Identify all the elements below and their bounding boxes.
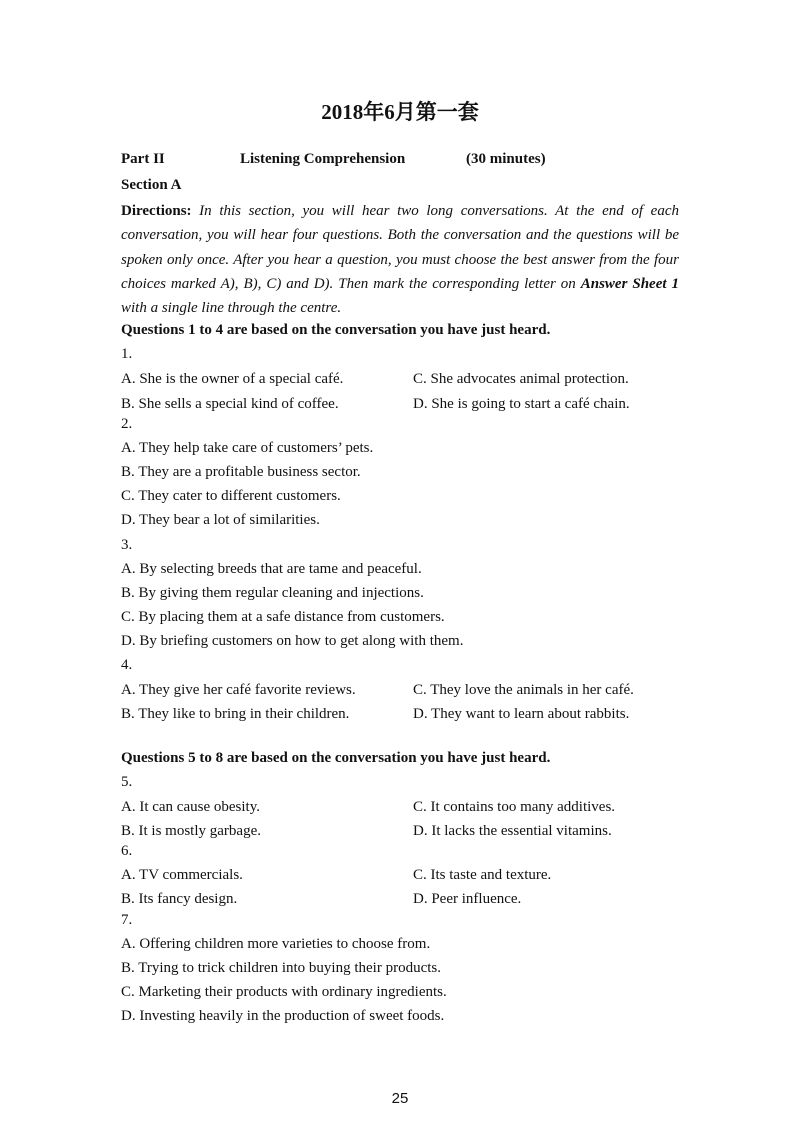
directions-text-2: with a single line through the centre. [121, 300, 342, 317]
question-number: 1. [121, 346, 133, 362]
page-title: 2018年6月第一套 [321, 100, 479, 124]
option-d: D. They want to learn about rabbits. [413, 706, 630, 722]
option-a: A. TV commercials. [121, 867, 243, 883]
question-number: 4. [121, 657, 133, 673]
option-b: B. They like to bring in their children. [121, 706, 350, 722]
option-c: C. It contains too many additives. [413, 799, 616, 815]
page-number: 25 [391, 1090, 409, 1107]
option-b: B. Trying to trick children into buying their products. [121, 960, 441, 976]
option-a: A. Offering children more varieties to choose from. [121, 936, 431, 952]
section-heading: Section A [121, 177, 182, 193]
part-label: Part II [121, 151, 165, 167]
option-d: D. It lacks the essential vitamins. [413, 823, 612, 839]
question-number: 7. [121, 912, 133, 928]
option-d: D. By briefing customers on how to get along with them. [121, 633, 464, 649]
part-time: (30 minutes) [466, 151, 546, 167]
option-a: A. It can cause obesity. [121, 799, 260, 815]
option-c: C. Its taste and texture. [413, 867, 552, 883]
option-b: B. She sells a special kind of coffee. [121, 396, 339, 412]
option-c: C. They cater to different customers. [121, 488, 341, 504]
option-c: C. By placing them at a safe distance from customers. [121, 609, 445, 625]
question-number: 2. [121, 416, 133, 432]
question-number: 6. [121, 843, 133, 859]
option-a: A. By selecting breeds that are tame and peaceful. [121, 561, 422, 577]
option-d: D. She is going to start a café chain. [413, 396, 630, 412]
option-a: A. They give her café favorite reviews. [121, 682, 356, 698]
option-b: B. They are a profitable business sector. [121, 464, 361, 480]
option-d: D. Investing heavily in the production of sweet foods. [121, 1008, 445, 1024]
part-name: Listening Comprehension [240, 151, 406, 167]
option-c: C. They love the animals in her café. [413, 682, 634, 698]
group1-heading: Questions 1 to 4 are based on the conversation you have just heard. [121, 322, 551, 338]
directions-text-1: In this section, you will hear two long conversations. At the end of each conversation, you will hear four questions. Both the conversation and the questions will be spoken only once. After you hear a question, you must choose the best answer from the four choices marked A), B), C) and D). Then mark the corresponding letter on [121, 203, 679, 292]
option-c: C. She advocates animal protection. [413, 371, 629, 387]
option-b: B. By giving them regular cleaning and injections. [121, 585, 424, 601]
option-c: C. Marketing their products with ordinary ingredients. [121, 984, 447, 1000]
option-a: A. They help take care of customers’ pets. [121, 440, 374, 456]
question-number: 5. [121, 774, 133, 790]
option-a: A. She is the owner of a special café. [121, 371, 344, 387]
directions-label: Directions: [121, 203, 192, 219]
answer-sheet-ref: Answer Sheet 1 [580, 275, 679, 292]
option-d: D. Peer influence. [413, 891, 522, 907]
question-number: 3. [121, 537, 133, 553]
option-d: D. They bear a lot of similarities. [121, 512, 320, 528]
option-b: B. It is mostly garbage. [121, 823, 261, 839]
option-b: B. Its fancy design. [121, 891, 238, 907]
directions [121, 199, 679, 320]
group2-heading: Questions 5 to 8 are based on the conversation you have just heard. [121, 750, 551, 766]
